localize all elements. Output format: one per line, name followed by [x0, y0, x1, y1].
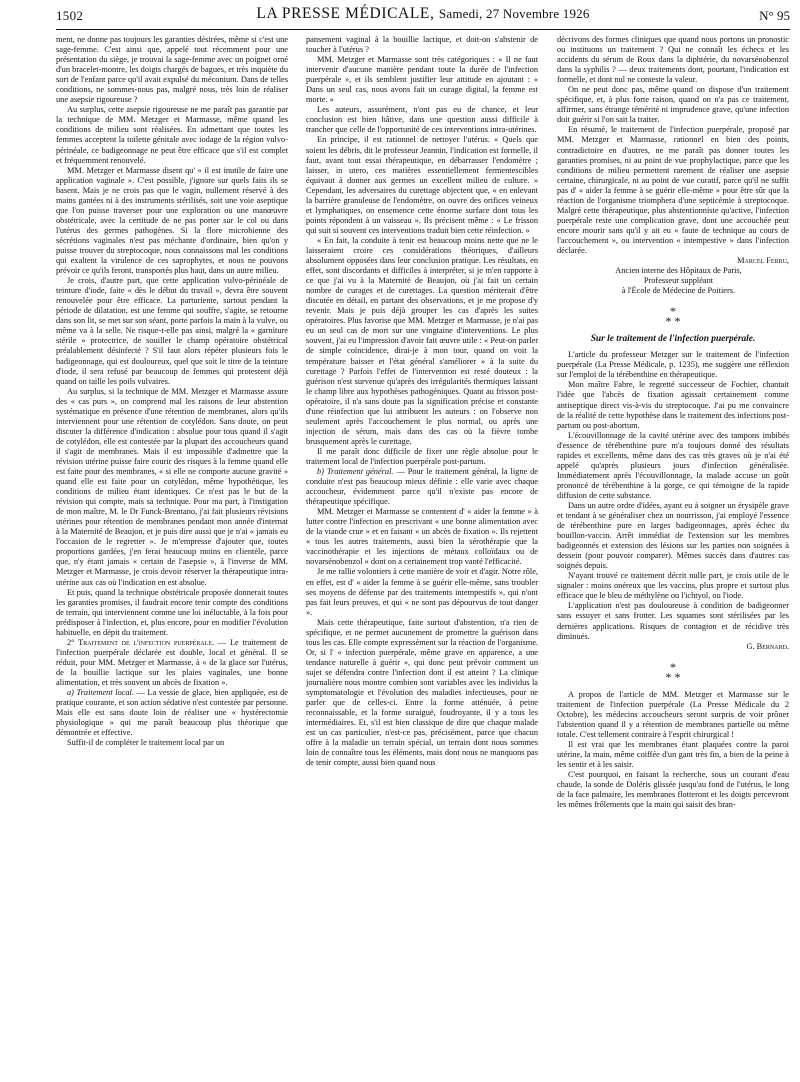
subsection-label: a) Traitement local.	[67, 688, 134, 698]
paragraph: MM. Metzger et Marmasse disent qu' « il est inutile de faire une application vaginale ». C'est possible, j'ignore sur quels faits ils se basent. Mais je ne crois pas que le vagin, nullement réservé à des mains gantées ni à des instruments stérilisés, soit une voie aseptique que l'on puisse traverser pour une exploration ou une manœuvre obstétricale, avec la certitude de ne pas porter sur le col ou dans l'utérus des germes pathogènes. Si la flore microbienne des sécrétions vaginales n'est pas méchante d'ordinaire, bien qu'on y puisse trouver du streptocoque, nous connaissons mal les conditions qui exaltent la virulence de ces saprophytes, et nous ne pouvons prévoir ce qu'ils feront, transportés plus haut, dans un autre milieu.	[56, 165, 288, 276]
paragraph: Dans un autre ordre d'idées, ayant eu à soigner un érysipèle grave et tendant à se généraliser chez un nourrisson, j'ai employé l'essence de térébenthine pure en larges badigeonnages, après échec du bouillon-vaccin. Arrêt immédiat de l'extension sur les membres badigeonnés et extension des lésions sur les parties non soignées à dessein (pour pouvoir comparer). Mêmes succès dans d'autres cas soignés depuis.	[557, 500, 789, 571]
paragraph: Je crois, d'autre part, que cette application vulvo-périnéale de teinture d'iode, faite « dès le début du travail », devra être souvent renouvelée pour être efficace. La parturiente, surtout pendant la période de dilatation, est une femme qui souffre, s'agite, se retourne dans son lit, se met sur son séant, porte parfois la main à la vulve, ou même va à la selle. Ne risque-t-elle pas ainsi, malgré la « garniture stérile » protectrice, de souiller le champ opératoire obstétrical préalablement désinfecté ? S'il faut alors répéter plusieurs fois le badigeonnage, qui est douloureux, quel que soit le titre de la teinture d'iode, il sera refusé par beaucoup de femmes qui protestent déjà quand on taille les poils vulvaires.	[56, 276, 288, 386]
paragraph: En principe, il est rationnel de nettoyer l'utérus. « Quels que soient les débris, dit le professeur Jeannin, l'indication est formelle, il faut, avant tout essai thérapeutique, en débarrasser l'endomètre ; laisser, in utero, ces matières essentiellement fermentescibles équivaut à donner aux germes un excellent milieu de culture. » Cependant, les adversaires du curettage objectent que, « en enlevant la barrière granuleuse de l'endomètre, on ouvre des orifices veineux et lymphatiques, on ensemence cette énorme surface dont tous les points répondent à un vaisseau ». Ils précisent même : « Le frisson qui suit si souvent ces interventions traduit bien cette réinfection. »	[306, 135, 538, 235]
author-affiliation: Professeur suppléant	[643, 276, 714, 286]
paragraph: ment, ne donne pas toujours les garanties désirées, même si c'est une sage-femme. C'est ainsi que, appelé tout récemment pour une présentation du siège, je trouvai la sage-femme avec un poignet orné d'un bracelet-montre, les doigts chargés de bagues, et très inquiète du sort de l'enfant parce qu'il avait expulsé du méconium. Dans de telles conditions, ne sommes-nous pas, malgré nous, très loin de réaliser une asepsie rigoureuse ?	[56, 35, 288, 105]
paragraph: Mais cette thérapeutique, faite surtout d'abstention, n'a rien de spécifique, et ne permet aucunement de promettre la guérison dans tous les cas. Elle compte expressément sur la réaction de l'organisme. Or, si l' « infection puerpérale, même grave en apparence, a une tendance naturelle à guérir », qui donc peut prévoir comment un sujet se défendra contre l'infection dont il est atteint ? La clinique journalière nous montre combien sont variables avec les individus la symptomatologie et l'évolution des maladies infectieuses, pour ne parler que de celles-ci. Entre la forme atténuée, à peine reconnaissable, et la forme suraiguë, foudroyante, il y a tous les intermédiaires. Et, s'il est bien classique de dire que chaque malade est un cas particulier, n'est-ce pas, précisément, parce que chacun offre à la maladie un terrain spécial, un terrain dont nous sommes loin de connaître tous les éléments, mais dont nous ne manquons pas de tenir compte, aussi bien quand nous	[306, 617, 538, 768]
issue-number: N° 95	[759, 8, 790, 23]
journal-title	[56, 5, 790, 23]
paragraph: Il me paraît donc difficile de fixer une règle absolue pour le traitement local de l'infection puerpérale post-partum.	[306, 446, 538, 466]
paragraph: Au surplus, cette asepsie rigoureuse ne me paraît pas garantie par la technique de MM. Metzger et Marmasse, même quand les conditions de milieu sont réalisées. En admettant que toutes les femmes acceptent la toilette génitale avec iodage de la région vulvo-périnéale, ce badigeonnage ne peut être efficace que s'il est complet et fréquemment renouvelé.	[56, 105, 288, 165]
paragraph: Et puis, quand la technique obstétricale proposée donnerait toutes les garanties promises, il faudrait encore tenir compte des conditions de terrain, qui interviennent comme une loi inéluctable, à la fois pour prédisposer à l'infection, et, plus encore, pour en modifier l'évolution habituelle, en dépit du traitement.	[56, 587, 288, 637]
header-rule	[56, 29, 790, 30]
section-separator: * * *	[665, 304, 681, 329]
page-number: 1502	[56, 8, 84, 23]
author-affiliation: à l'École de Médecine de Poitiers.	[621, 286, 736, 296]
paragraph: Je me rallie volontiers à cette manière de voir et d'agir. Notre rôle, en effet, est d' « aider la femme à se guérir elle-même, sans troubler ses moyens de défense par des traitements intempestifs », qui n'ont pas fait leurs preuves, et qui « ne sont pas dépourvus de tout danger ».	[306, 567, 538, 617]
paragraph: « En fait, la conduite à tenir est beaucoup moins nette que ne le laisseraient croire ces considérations théoriques, d'ailleurs absolument opposées dans leur conclusion pratique. Les résultats, en effet, sont discordants et difficiles à interpréter, si je m'en rapporte à ce que j'ai vu à la Maternité de Beaujon, où j'ai fait un certain nombre de curages et de curettages. La question mériterait d'être discutée en détail, en partant des observations, et je me propose d'y revenir. Mais je puis déjà grouper les cas d'après les suites opératoires. Plus favorise que MM. Metzger et Marmasse, je n'ai pas eu un seul cas de mort sur une vingtaine d'interventions. Le plus souvent, j'ai eu l'impression d'avoir fait œuvre utile : « Peut-on parler de simple coïncidence, dirai-je à mon tour, quand on voit la température baisser et l'état général s'améliorer » à la suite du curettage ? Parfois l'effet de l'intervention est resté douteux : la guérison n'est survenue qu'après des irrégularités thermiques laissant le champ libre aux hypothèses pathogéniques. Quant au frisson post-opératoire, il n'a sans doute pas la signification précise et constante d'une réinfection que lui attribuent les auteurs : on l'observe non seulement après l'accouchement le plus normal, ou après une injection de sérum, mais dans des cas où la fièvre tombe brusquement après le curettage.	[306, 235, 538, 446]
column-2	[306, 35, 538, 1075]
paragraph: MM. Metzger et Marmasse sont très catégoriques : « Il ne faut intervenir d'aucune manière pendant toute la durée de l'infection puerpérale », et ils semblent justifier leur attitude en ajoutant : « Dans un seul cas, nous avons fait un curage digital, la femme est morte. »	[306, 55, 538, 105]
paragraph: MM. Metzger et Marmasse se contentent d' « aider la femme » à lutter contre l'infection en prescrivant « une bonne alimentation avec de la viande crue » et en faisant « un abcès de fixation ». Ils rejettent « tous les autres traitements, aussi bien la sérothérapie que la vaccinothérapie et les injections de métaux colloïdaux ou de novarsénobenzol » dont on a certainement trop vanté l'efficacité.	[306, 507, 538, 567]
paragraph: A propos de l'article de MM. Metzger et Marmasse sur le traitement de l'infection puerpérale (La Presse Médicale du 2 Octobre), les médecins accoucheurs seront surpris de voir prôner l'abstention quand il y a rétention de membranes partielle ou même totale. C'est tellement contraire à l'esprit chirurgical !	[557, 689, 789, 739]
paragraph: 2° Traitement de l'infection puerpérale. — Le traitement de l'infection puerpérale déclarée est double, local et général. Il se réduit, pour MM. Metzger et Marmasse, à « de la glace sur l'utérus, de la bouillie lactique sur les plaies vaginales, une bonne alimentation, et très souvent un abcès de fixation ».	[56, 637, 288, 687]
author-signature: Marcel Ferru,	[737, 256, 789, 266]
section-separator: * * *	[665, 659, 681, 684]
journal-name: LA PRESSE MÉDICALE,	[256, 5, 435, 22]
paragraph: En résumé, le traitement de l'infection puerpérale, proposé par MM. Metzger et Marmasse, rationnel en bien des points, contradictoire en d'autres, ne me paraît pas donner toutes les garanties promises, ni au point de vue prophylactique, parce que les conditions de milieu permettent rarement de réaliser une asepsie certaine, chirurgicale, ni au point de vue curatif, parce qu'il ne suffit pas d' « aider la femme à se guérir elle-même » pour être sûr que la réaction de l'organisme triomphera d'une septicémie à streptocoque. Malgré cette thérapeutique, plus abstentionniste qu'active, l'infection puerpérale reste une complication grave, dont une accouchée peut encore mourir sans qu'il y ait eu « faute de technique au cours de l'accouchement », ou intervention « intempestive » dans l'infection déclarée.	[557, 125, 789, 255]
paragraph: C'est pourquoi, en faisant la recherche, sous un courant d'eau chaude, la sonde de Doléris glissée jusqu'au fond de l'utérus, le long de la face palmaire, les membranes flotteront et les doigts percevront les mêmes frôlements que la main qui saisit des bran-	[557, 770, 789, 810]
section-label: 2° Traitement de l'infection puerpérale.	[67, 637, 215, 647]
column-1	[56, 35, 288, 1075]
subsection-label: b) Traitement général.	[317, 467, 394, 477]
paragraph: L'article du professeur Metzger sur le traitement de l'infection puerpérale (La Presse Médicale, p. 1235), me suggère une réflexion sur l'emploi de la térébenthine en thérapeutique.	[557, 350, 789, 380]
author-affiliation: Ancien interne des Hôpitaux de Paris,	[615, 266, 742, 276]
paragraph: N'ayant trouvé ce traitement décrit nulle part, je crois utile de le signaler : moins onéreux que les vaccins, plus propre et surtout plus efficace que le bleu de méthylène ou l'ichtyol, ou l'iode.	[557, 571, 789, 601]
paragraph: décrivons des formes cliniques que quand nous portons un pronostic ou instituons un traitement ? Qui ne connaît les échecs et les accidents du sérum de Roux dans la diphtérie, du novarsénobenzol dans la syphilis ? — deux traitements dont, pourtant, l'indication est formelle, et dont nul ne conteste la valeur.	[557, 35, 789, 85]
paragraph: Mon maître Fabre, le regretté successeur de Fochier, chantait l'idée que l'abcès de fixation agissait certainement comme antiseptique direct vis-à-vis du streptocoque. J'ai pu me convaincre de la réalité de cette hypothèse dans le traitement des infections post-partum ou post-abortum.	[557, 380, 789, 430]
author-signature: G. Bernard.	[746, 641, 789, 651]
paragraph: pansement vaginal à la bouillie lactique, et doit-on s'abstenir de toucher à l'utérus ?	[306, 35, 538, 55]
paragraph: Au surplus, si la technique de MM. Metzger et Marmasse assure des « cas purs », on comprend mal les raisons de leur abstention systématique en présence d'une rétention de membranes, alors qu'ils interviennent pour une rétention de cotylédon. Sans doute, on peut discuter la différence d'indication : absolue pour tous quand il s'agit de cotylédon, elle est contestée par la plupart des accoucheurs quand il s'agit de membranes. Mais il est impossible d'admettre que la révision utérine puisse faire courir des risques à la femme quand elle est faite pour des membranes, « si elle ne comporte aucune gravité » quand elle est faite pour un cotylédon, même hypothétique, les conditions de milieu étant identiques. Ce n'est pas le but de la révision qui compte, mais sa technique. Pour ma part, à l'instigation de mon maître, M. le Dr Funck-Brentano, j'ai fait plusieurs révisions utérines pour rétention de membranes pendant mon année d'internat à la Maternité de Beaujon, et je puis dire aussi que je n'ai « jamais eu l'occasion de le regretter ». Je m'empresse d'ajouter que, toutes proportions gardées, j'en ferai beaucoup moins en clientèle, parce que, n'y étant jamais « certain de l'asepsie », à l'inverse de MM. Metzger et Marmasse, je crois devoir réserver la thérapeutique intra-utérine aux cas où l'indication en est absolue.	[56, 386, 288, 587]
running-header	[56, 4, 790, 28]
paragraph: a) Traitement local. — La vessie de glace, bien appliquée, est de pratique courante, et son action sédative n'est contestée par personne. Mais elle est sans doute loin de réaliser une « hystérectomie physiologique » qui me paraît beaucoup plus théorique que démontrée et effective.	[56, 688, 288, 738]
paragraph: b) Traitement général. — Pour le traitement général, la ligne de conduite n'est pas beaucoup mieux définie : elle varie avec chaque accoucheur, évidemment parce qu'il n'existe pas encore de thérapeutique spécifique.	[306, 467, 538, 507]
paragraph: Il est vrai que les membranes étant plaquées contre la paroi utérine, la main, même coiffée d'un gant très fin, a bien de la peine à les sentir et à les saisir.	[557, 739, 789, 769]
issue-date: Samedi, 27 Novembre 1926	[438, 6, 590, 21]
paragraph: Les auteurs, assurément, n'ont pas eu de chance, et leur conclusion est bien hâtive, dans une question aussi difficile à trancher que celle de l'opportunité de ces interventions intra-utérines.	[306, 105, 538, 135]
paragraph: L'écouvillonnage de la cavité utérine avec des tampons imbibés d'essence de térébenthine pure m'a toujours donné des résultats rapides et excellents, même dans des cas très graves où je n'ai été appelé qu'après plusieurs jours d'infection généralisée. Immédiatement après l'écouvillonnage, la malade accuse un goût prononcé de térébenthine à la gorge, ce qui témoigne de la rapide diffusion de cette substance.	[557, 430, 789, 500]
paragraph: L'application n'est pas douloureuse à condition de badigeonner sans essuyer et sans frotter. Les squames sont stérilisées par les dernières applications. Risques de contagion et de récidive très diminués.	[557, 601, 789, 641]
paragraph: Suffit-il de compléter le traitement local par un	[67, 738, 225, 748]
paragraph: On ne peut donc pas, même quand on dispose d'un traitement spécifique, et, à plus forte raison, quand on n'a pas ce traitement, affirmer, sans étrange témérité ni imprudence grave, qu'une infection doit guérir si l'on sait la traiter.	[557, 85, 789, 125]
section-title: Sur le traitement de l'infection puerpérale.	[590, 334, 756, 345]
column-3	[557, 35, 789, 1075]
